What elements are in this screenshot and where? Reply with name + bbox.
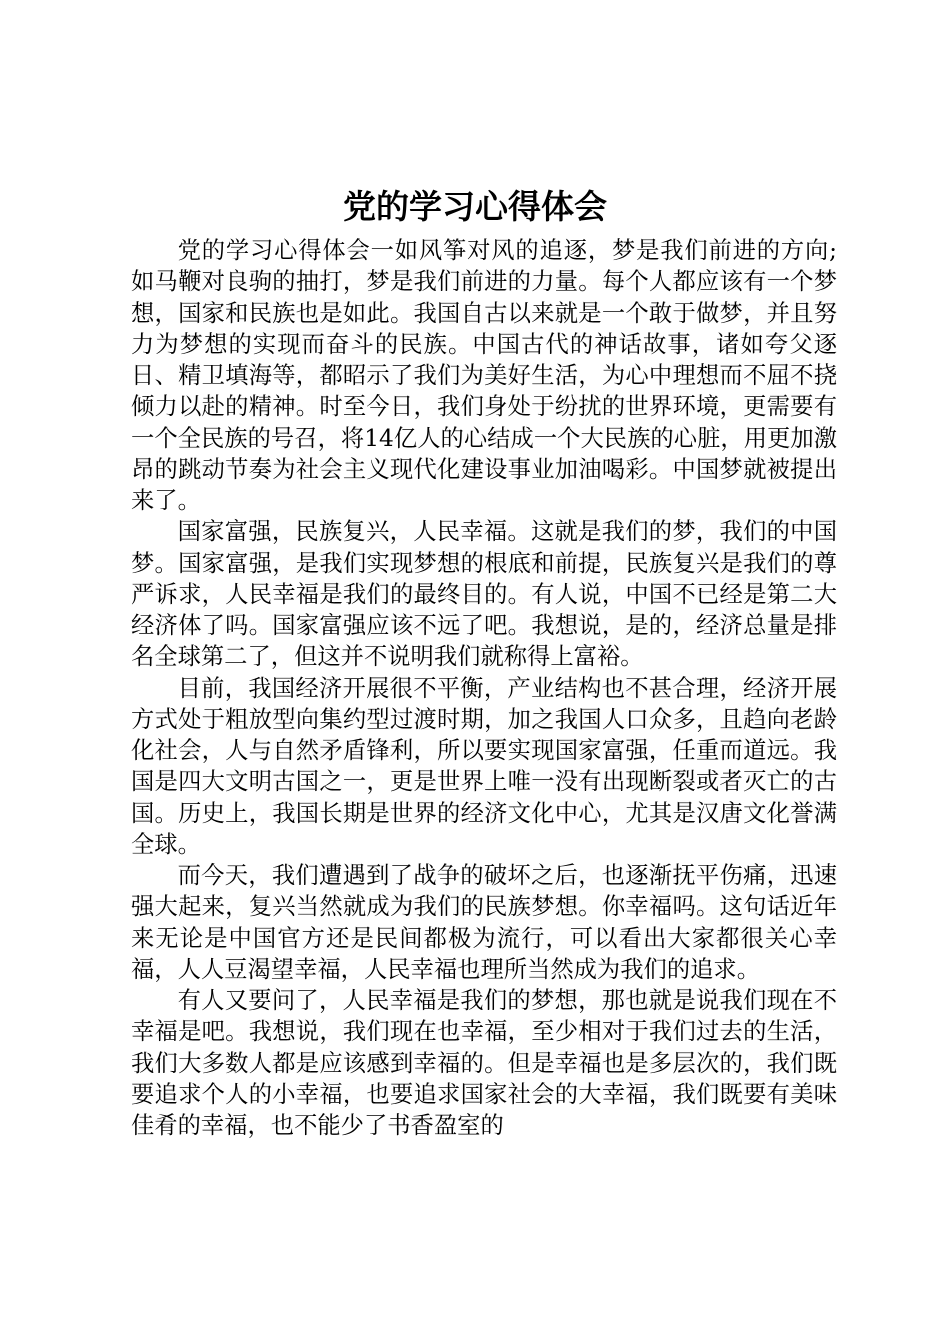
document-title: 党的学习心得体会 — [343, 187, 607, 226]
paragraph: 党的学习心得体会一如风筝对风的追逐，梦是我们前进的方向;如马鞭对良驹的抽打，梦是我们前进的力量。每个人都应该有一个梦想，国家和民族也是如此。我国自古以来就是一个敢于做梦，并且努力为梦想的实现而奋斗的民族。中国古代的神话故事，诸如夸父逐日、精卫填海等，都昭示了我们为美好生活，为心中理想而不屈不挠倾力以赴的精神。时至今日，我们身处于纷扰的世界环境，更需要有一个全民族的号召，将14亿人的心结成一个大民族的心脏，用更加激昂的跳动节奏为社会主义现代化建设事业加油喝彩。中国梦就被提出来了。 — [131, 237, 837, 514]
paragraph: 目前，我国经济开展很不平衡，产业结构也不甚合理，经济开展方式处于粗放型向集约型过渡时期，加之我国人口众多，且趋向老龄化社会，人与自然矛盾锋利，所以要实现国家富强，任重而道远。我国是四大文明古国之一，更是世界上唯一没有出现断裂或者灭亡的古国。历史上，我国长期是世界的经济文化中心，尤其是汉唐文化誉满全球。 — [131, 674, 837, 858]
document-body — [131, 235, 837, 1141]
paragraph: 而今天，我们遭遇到了战争的破坏之后，也逐渐抚平伤痛，迅速强大起来，复兴当然就成为我们的民族梦想。你幸福吗。这句话近年来无论是中国官方还是民间都极为流行，可以看出大家都很关心幸福，人人豆渴望幸福，人民幸福也理所当然成为我们的追求。 — [131, 862, 837, 983]
paragraph: 有人又要问了，人民幸福是我们的梦想，那也就是说我们现在不幸福是吧。我想说，我们现在也幸福，至少相对于我们过去的生活，我们大多数人都是应该感到幸福的。但是幸福也是多层次的，我们既要追求个人的小幸福，也要追求国家社会的大幸福，我们既要有美味佳肴的幸福，也不能少了书香盈室的 — [131, 987, 837, 1139]
paragraph: 国家富强，民族复兴，人民幸福。这就是我们的梦，我们的中国梦。国家富强，是我们实现梦想的根底和前提，民族复兴是我们的尊严诉求，人民幸福是我们的最终目的。有人说，中国不已经是第二大经济体了吗。国家富强应该不远了吧。我想说，是的，经济总量是排名全球第二了，但这并不说明我们就称得上富裕。 — [131, 518, 837, 671]
